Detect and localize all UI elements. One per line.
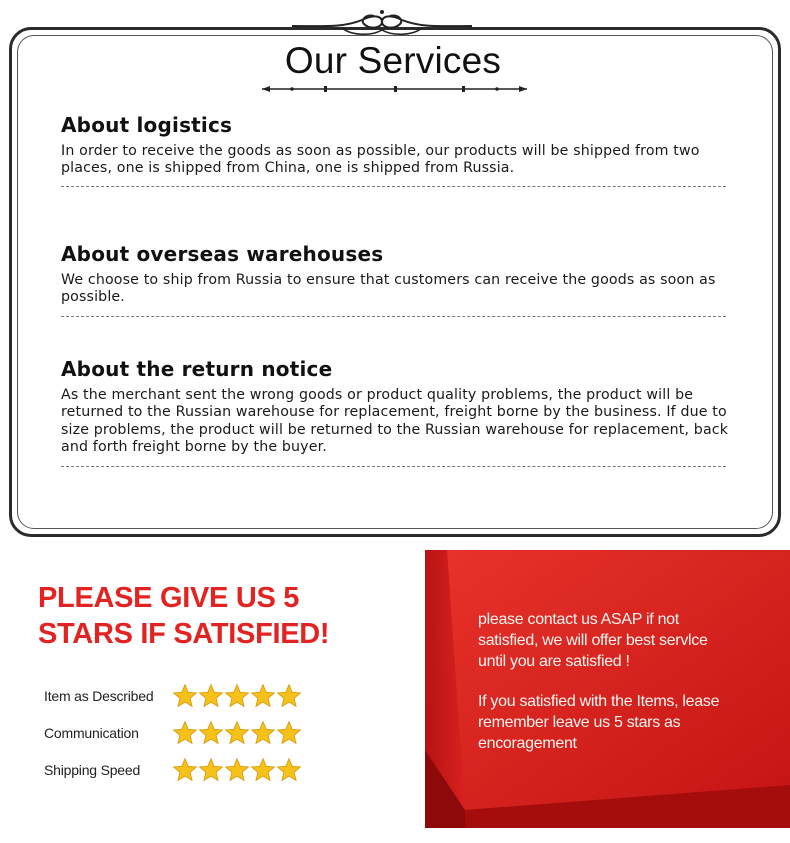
gift-box-icon [425,550,790,828]
star-icon [276,757,302,783]
star-icon [224,757,250,783]
rating-headline [38,580,329,652]
star-icon [198,720,224,746]
contact-note-line-1: please contact us ASAP if not [478,611,679,628]
star-icon [224,683,250,709]
contact-note-line-2: satisfied, we will offer best servlce [478,632,708,649]
headline-line-1: PLEASE GIVE US 5 [38,582,300,614]
headline-line-2: STARS IF SATISFIED! [38,618,330,650]
star-icon [172,757,198,783]
star-icon [224,720,250,746]
section-body: We choose to ship from Russia to ensure that customers can receive the goods as soon as possible. [61,272,716,306]
star-icon [250,757,276,783]
star-icon [250,720,276,746]
section-overseas-warehouses [61,242,741,307]
title-underline-ornament-icon [262,84,527,94]
flourish-ornament-icon [282,6,482,38]
section-logistics [61,113,741,178]
section-divider [61,466,726,467]
star-rating [172,683,302,709]
contact-note-line-3: until you are satisfied ! [478,653,630,670]
star-icon [198,757,224,783]
section-return-notice [61,357,741,456]
section-divider [61,316,726,317]
section-divider [61,186,726,187]
rating-label: Item as Described [44,688,154,704]
rating-label: Shipping Speed [44,762,141,778]
star-rating [172,720,302,746]
star-icon [276,683,302,709]
section-heading: About overseas warehouses [61,242,384,266]
rating-row-shipping-speed [44,756,302,784]
rating-label: Communication [44,725,139,741]
star-icon [198,683,224,709]
review-note-line-1: If you satisfied with the Items, lease [478,693,720,710]
section-body: In order to receive the goods as soon as possible, our products will be shipped from two places, one is shipped from China, one is shipped from Russia. [61,143,700,177]
review-note-line-2: remember leave us 5 stars as [478,714,681,731]
rating-row-item-as-described [44,682,302,710]
star-rating [172,757,302,783]
star-icon [276,720,302,746]
section-heading: About the return notice [61,357,333,381]
review-note-line-3: encoragement [478,735,577,752]
star-icon [250,683,276,709]
section-heading: About logistics [61,113,233,137]
contact-note [478,609,708,672]
review-request-note [478,691,719,754]
rating-row-communication [44,719,302,747]
red-gift-box-image [425,550,790,828]
star-icon [172,683,198,709]
star-icon [172,720,198,746]
section-body: As the merchant sent the wrong goods or product quality problems, the product will be returned to the Russian warehouse for replacement, freight borne by the business. If due to size problems, the product will be returned to the Russian warehouse for replacement, back and forth freight borne by the buyer. [61,387,729,455]
services-title: Our Services [284,40,502,81]
